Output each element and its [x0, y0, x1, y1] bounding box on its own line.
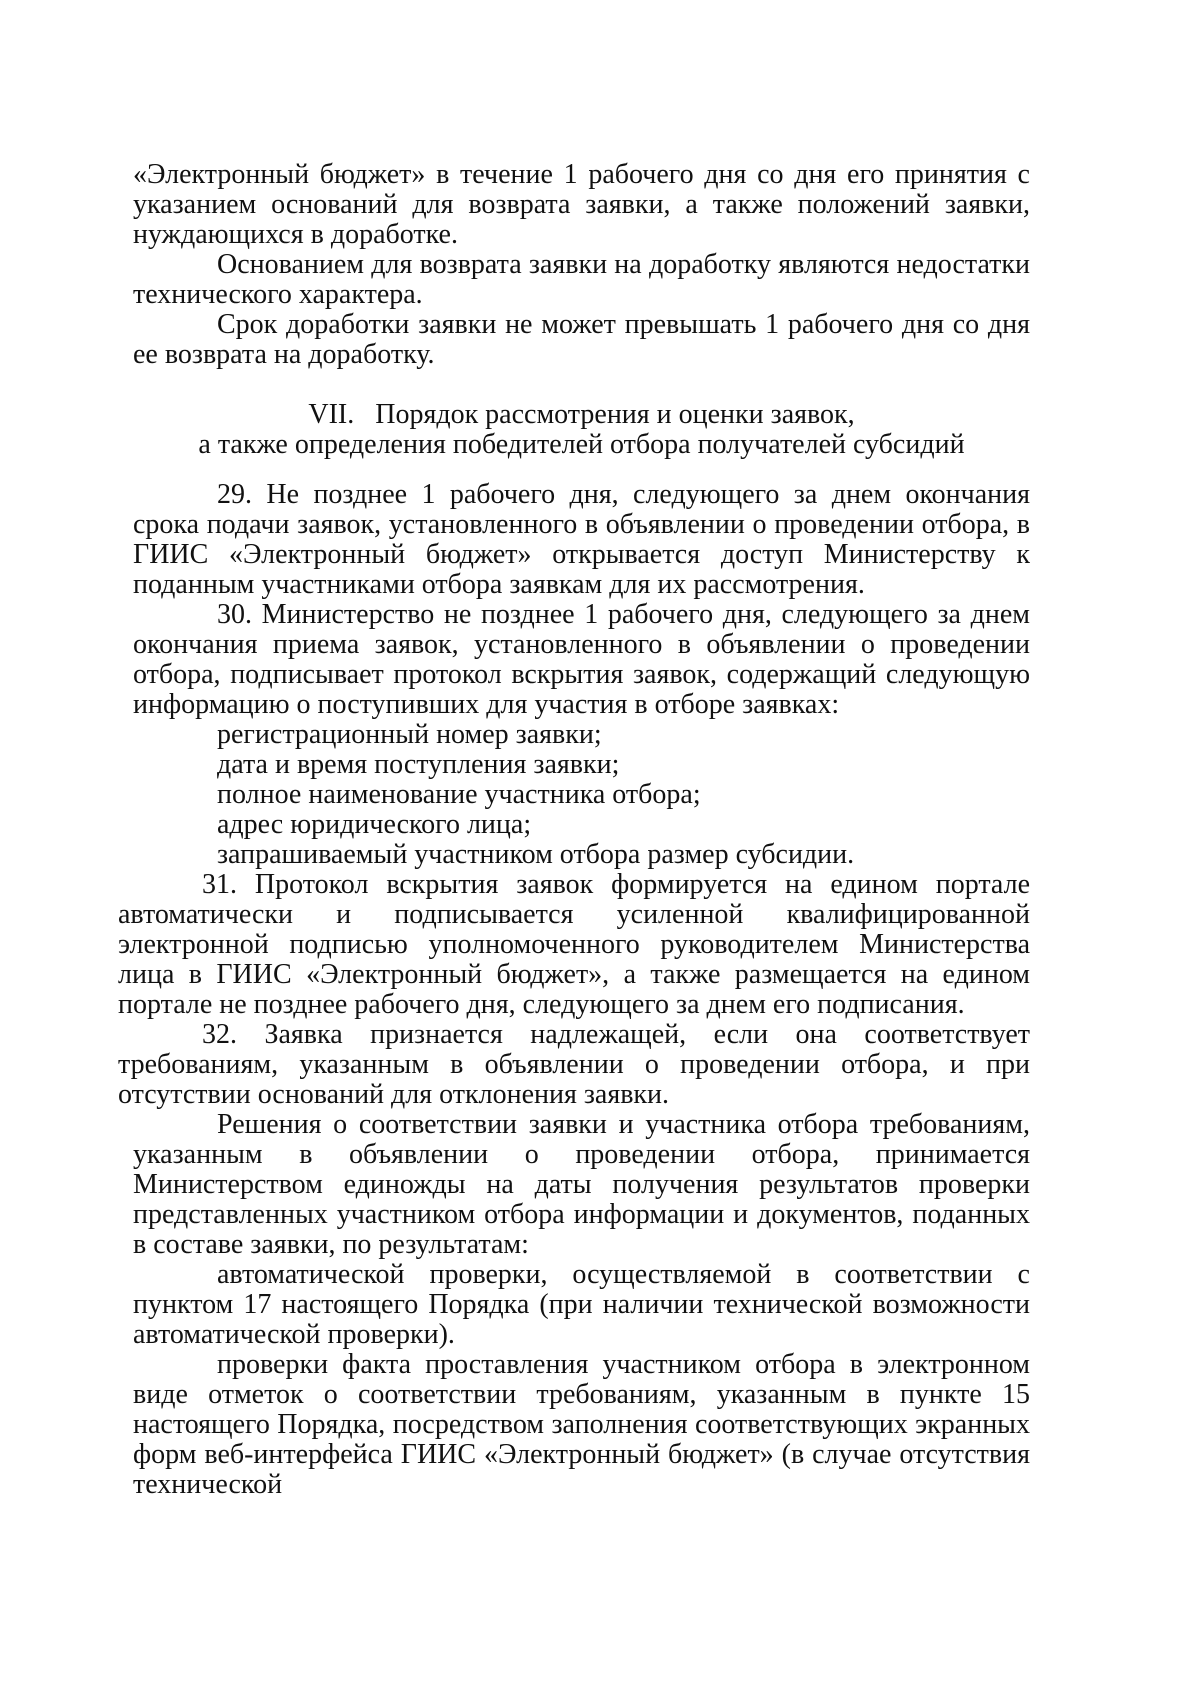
paragraph-return-notice: «Электронный бюджет» в течение 1 рабочего дня со дня его принятия с указанием оснований для возврата заявки, а также положений заявки, нуждающихся в доработке. — [133, 159, 1030, 250]
paragraph-29: 29. Не позднее 1 рабочего дня, следующего за днем окончания срока подачи заявок, установленного в объявлении о проведении отбора, в ГИИС «Электронный бюджет» открывается доступ Министерству к поданным участниками отбора заявкам для их рассмотрения. — [133, 479, 1030, 600]
list-item: адрес юридического лица; — [217, 809, 532, 840]
section-heading-line-1: VII. Порядок рассмотрения и оценки заявок, — [308, 399, 855, 430]
paragraph-revision-deadline: Срок доработки заявки не может превышать 1 рабочего дня со дня ее возврата на доработку. — [133, 309, 1030, 370]
paragraph-return-grounds: Основанием для возврата заявки на доработку являются недостатки технического характера. — [133, 249, 1030, 310]
paragraph-32: 32. Заявка признается надлежащей, если она соответствует требованиям, указанным в объявлении о проведении отбора, и при отсутствии оснований для отклонения заявки. — [118, 1019, 1030, 1110]
protocol-info-list — [133, 720, 1030, 870]
paragraph-mark-check: проверки факта проставления участником отбора в электронном виде отметок о соответствии требованиям, указанным в пункте 15 настоящего Порядка, посредством заполнения соответствующих экранных форм веб-интерфейса ГИИС «Электронный бюджет» (в случае отсутствия технической — [133, 1349, 1030, 1500]
paragraph-31: 31. Протокол вскрытия заявок формируется на едином портале автоматически и подписывается усиленной квалифицированной электронной подписью уполномоченного руководителем Министерства лица в ГИИС «Электронный бюджет», а также размещается на едином портале не позднее рабочего дня, следующего за днем его подписания. — [118, 869, 1030, 1020]
paragraph-automatic-check: автоматической проверки, осуществляемой в соответствии с пунктом 17 настоящего Порядка (при наличии технической возможности автоматической проверки). — [133, 1259, 1030, 1350]
list-item: полное наименование участника отбора; — [217, 779, 701, 810]
list-item: дата и время поступления заявки; — [217, 749, 620, 780]
list-item: регистрационный номер заявки; — [217, 719, 602, 750]
section-heading-line-2: а также определения победителей отбора получателей субсидий — [198, 429, 965, 460]
section-heading — [133, 400, 1030, 460]
paragraph-30: 30. Министерство не позднее 1 рабочего дня, следующего за днем окончания приема заявок, установленного в объявлении о проведении отбора, подписывает протокол вскрытия заявок, содержащий следующую информацию о поступивших для участия в отборе заявках: — [133, 599, 1030, 720]
paragraph-decision: Решения о соответствии заявки и участника отбора требованиям, указанным в объявлении о проведении отбора, принимается Министерством единожды на даты получения результатов проверки представленных участником отбора информации и документов, поданных в составе заявки, по результатам: — [133, 1109, 1030, 1260]
list-item: запрашиваемый участником отбора размер субсидии. — [217, 839, 855, 870]
